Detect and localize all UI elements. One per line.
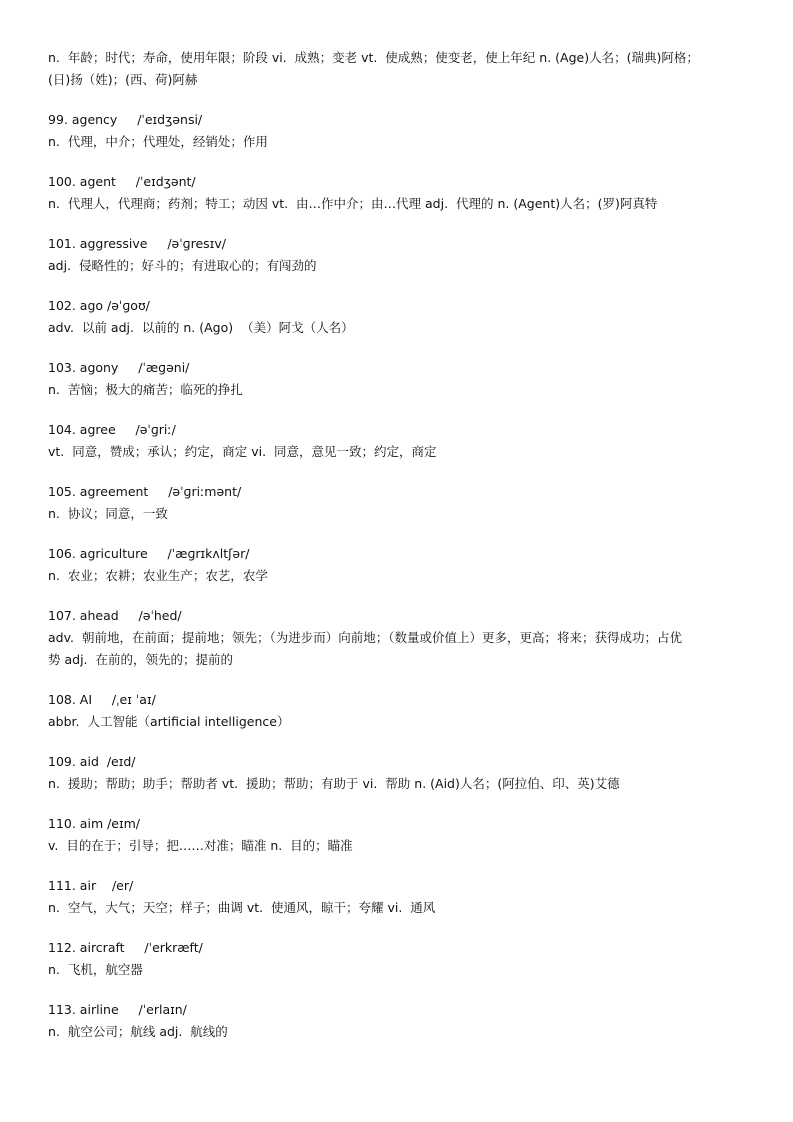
entry-definition: n. 代理人，代理商；药剂；特工；动因 vt. 由…作中介；由…代理 adj. 代理的 n. (Agent)人名；(罗)阿真特 [48, 196, 658, 211]
entry-definition: n. 代理，中介；代理处，经销处；作用 [48, 134, 268, 149]
entry-headword: 109. aid /eɪd/ [48, 754, 136, 769]
vocab-entry [48, 233, 753, 277]
entry-headword: 102. ago /əˈɡoʊ/ [48, 298, 150, 313]
vocab-entry [48, 813, 753, 857]
entry-headword: 104. agree /əˈɡriː/ [48, 422, 176, 437]
vocab-entry [48, 999, 753, 1043]
entry-headword: 106. agriculture /ˈæɡrɪkʌltʃər/ [48, 546, 250, 561]
vocab-entry [48, 937, 753, 981]
entry-headword: 113. airline /ˈerlaɪn/ [48, 1002, 187, 1017]
entry-definition: n. 飞机，航空器 [48, 962, 143, 977]
entry-definition: n. 援助；帮助；助手；帮助者 vt. 援助；帮助；有助于 vi. 帮助 n. (Aid)人名；(阿拉伯、印、英)艾德 [48, 776, 620, 791]
entry-definition: v. 目的在于；引导；把……对准；瞄准 n. 目的；瞄准 [48, 838, 353, 853]
entry-list [48, 109, 753, 1043]
entry-definition: n. 协议；同意，一致 [48, 506, 168, 521]
vocab-entry [48, 109, 753, 153]
vocab-entry [48, 171, 753, 215]
entry-headword: 105. agreement /əˈɡriːmənt/ [48, 484, 242, 499]
entry-definition: n. 农业；农耕；农业生产；农艺，农学 [48, 568, 268, 583]
vocab-entry [48, 295, 753, 339]
vocab-entry [48, 481, 753, 525]
entry-headword: 103. agony /ˈæɡəni/ [48, 360, 190, 375]
vocab-entry [48, 689, 753, 733]
vocab-entry [48, 419, 753, 463]
entry-definition: adv. 以前 adj. 以前的 n. (Ago) （美）阿戈（人名） [48, 320, 354, 335]
entry-headword: 107. ahead /əˈhed/ [48, 608, 182, 623]
entry-definition: n. 苦恼；极大的痛苦；临死的挣扎 [48, 382, 243, 397]
entry-definition: adj. 侵略性的；好斗的；有进取心的；有闯劲的 [48, 258, 317, 273]
intro-definition [48, 47, 753, 91]
definition-line: (日)扬（姓)；(西、荷)阿赫 [48, 72, 198, 87]
entry-headword: 110. aim /eɪm/ [48, 816, 141, 831]
entry-definition: abbr. 人工智能（artificial intelligence） [48, 714, 290, 729]
entry-definition: vt. 同意，赞成；承认；约定，商定 vi. 同意，意见一致；约定，商定 [48, 444, 437, 459]
entry-headword: 111. air /er/ [48, 878, 134, 893]
vocab-entry [48, 357, 753, 401]
vocab-entry [48, 875, 753, 919]
entry-headword: 108. AI /ˌeɪ ˈaɪ/ [48, 692, 156, 707]
entry-headword: 112. aircraft /ˈerkræft/ [48, 940, 203, 955]
entry-headword: 101. aggressive /əˈɡresɪv/ [48, 236, 226, 251]
entry-definition: 势 adj. 在前的，领先的；提前的 [48, 652, 233, 667]
vocab-entry [48, 605, 753, 671]
entry-definition: n. 空气，大气；天空；样子；曲调 vt. 使通风，晾干；夸耀 vi. 通风 [48, 900, 436, 915]
entry-headword: 99. agency /ˈeɪdʒənsi/ [48, 112, 203, 127]
entry-headword: 100. agent /ˈeɪdʒənt/ [48, 174, 196, 189]
definition-line: n. 年龄；时代；寿命，使用年限；阶段 vi. 成熟；变老 vt. 使成熟；使变老，使上年纪 n. (Age)人名；(瑞典)阿格； [48, 50, 699, 65]
entry-definition: n. 航空公司；航线 adj. 航线的 [48, 1024, 228, 1039]
entry-definition: adv. 朝前地，在前面；提前地；领先；（为进步而）向前地；（数量或价值上）更多，更高；将来；获得成功；占优 [48, 630, 682, 645]
vocab-entry [48, 543, 753, 587]
document-page [48, 47, 753, 1043]
vocab-entry [48, 751, 753, 795]
